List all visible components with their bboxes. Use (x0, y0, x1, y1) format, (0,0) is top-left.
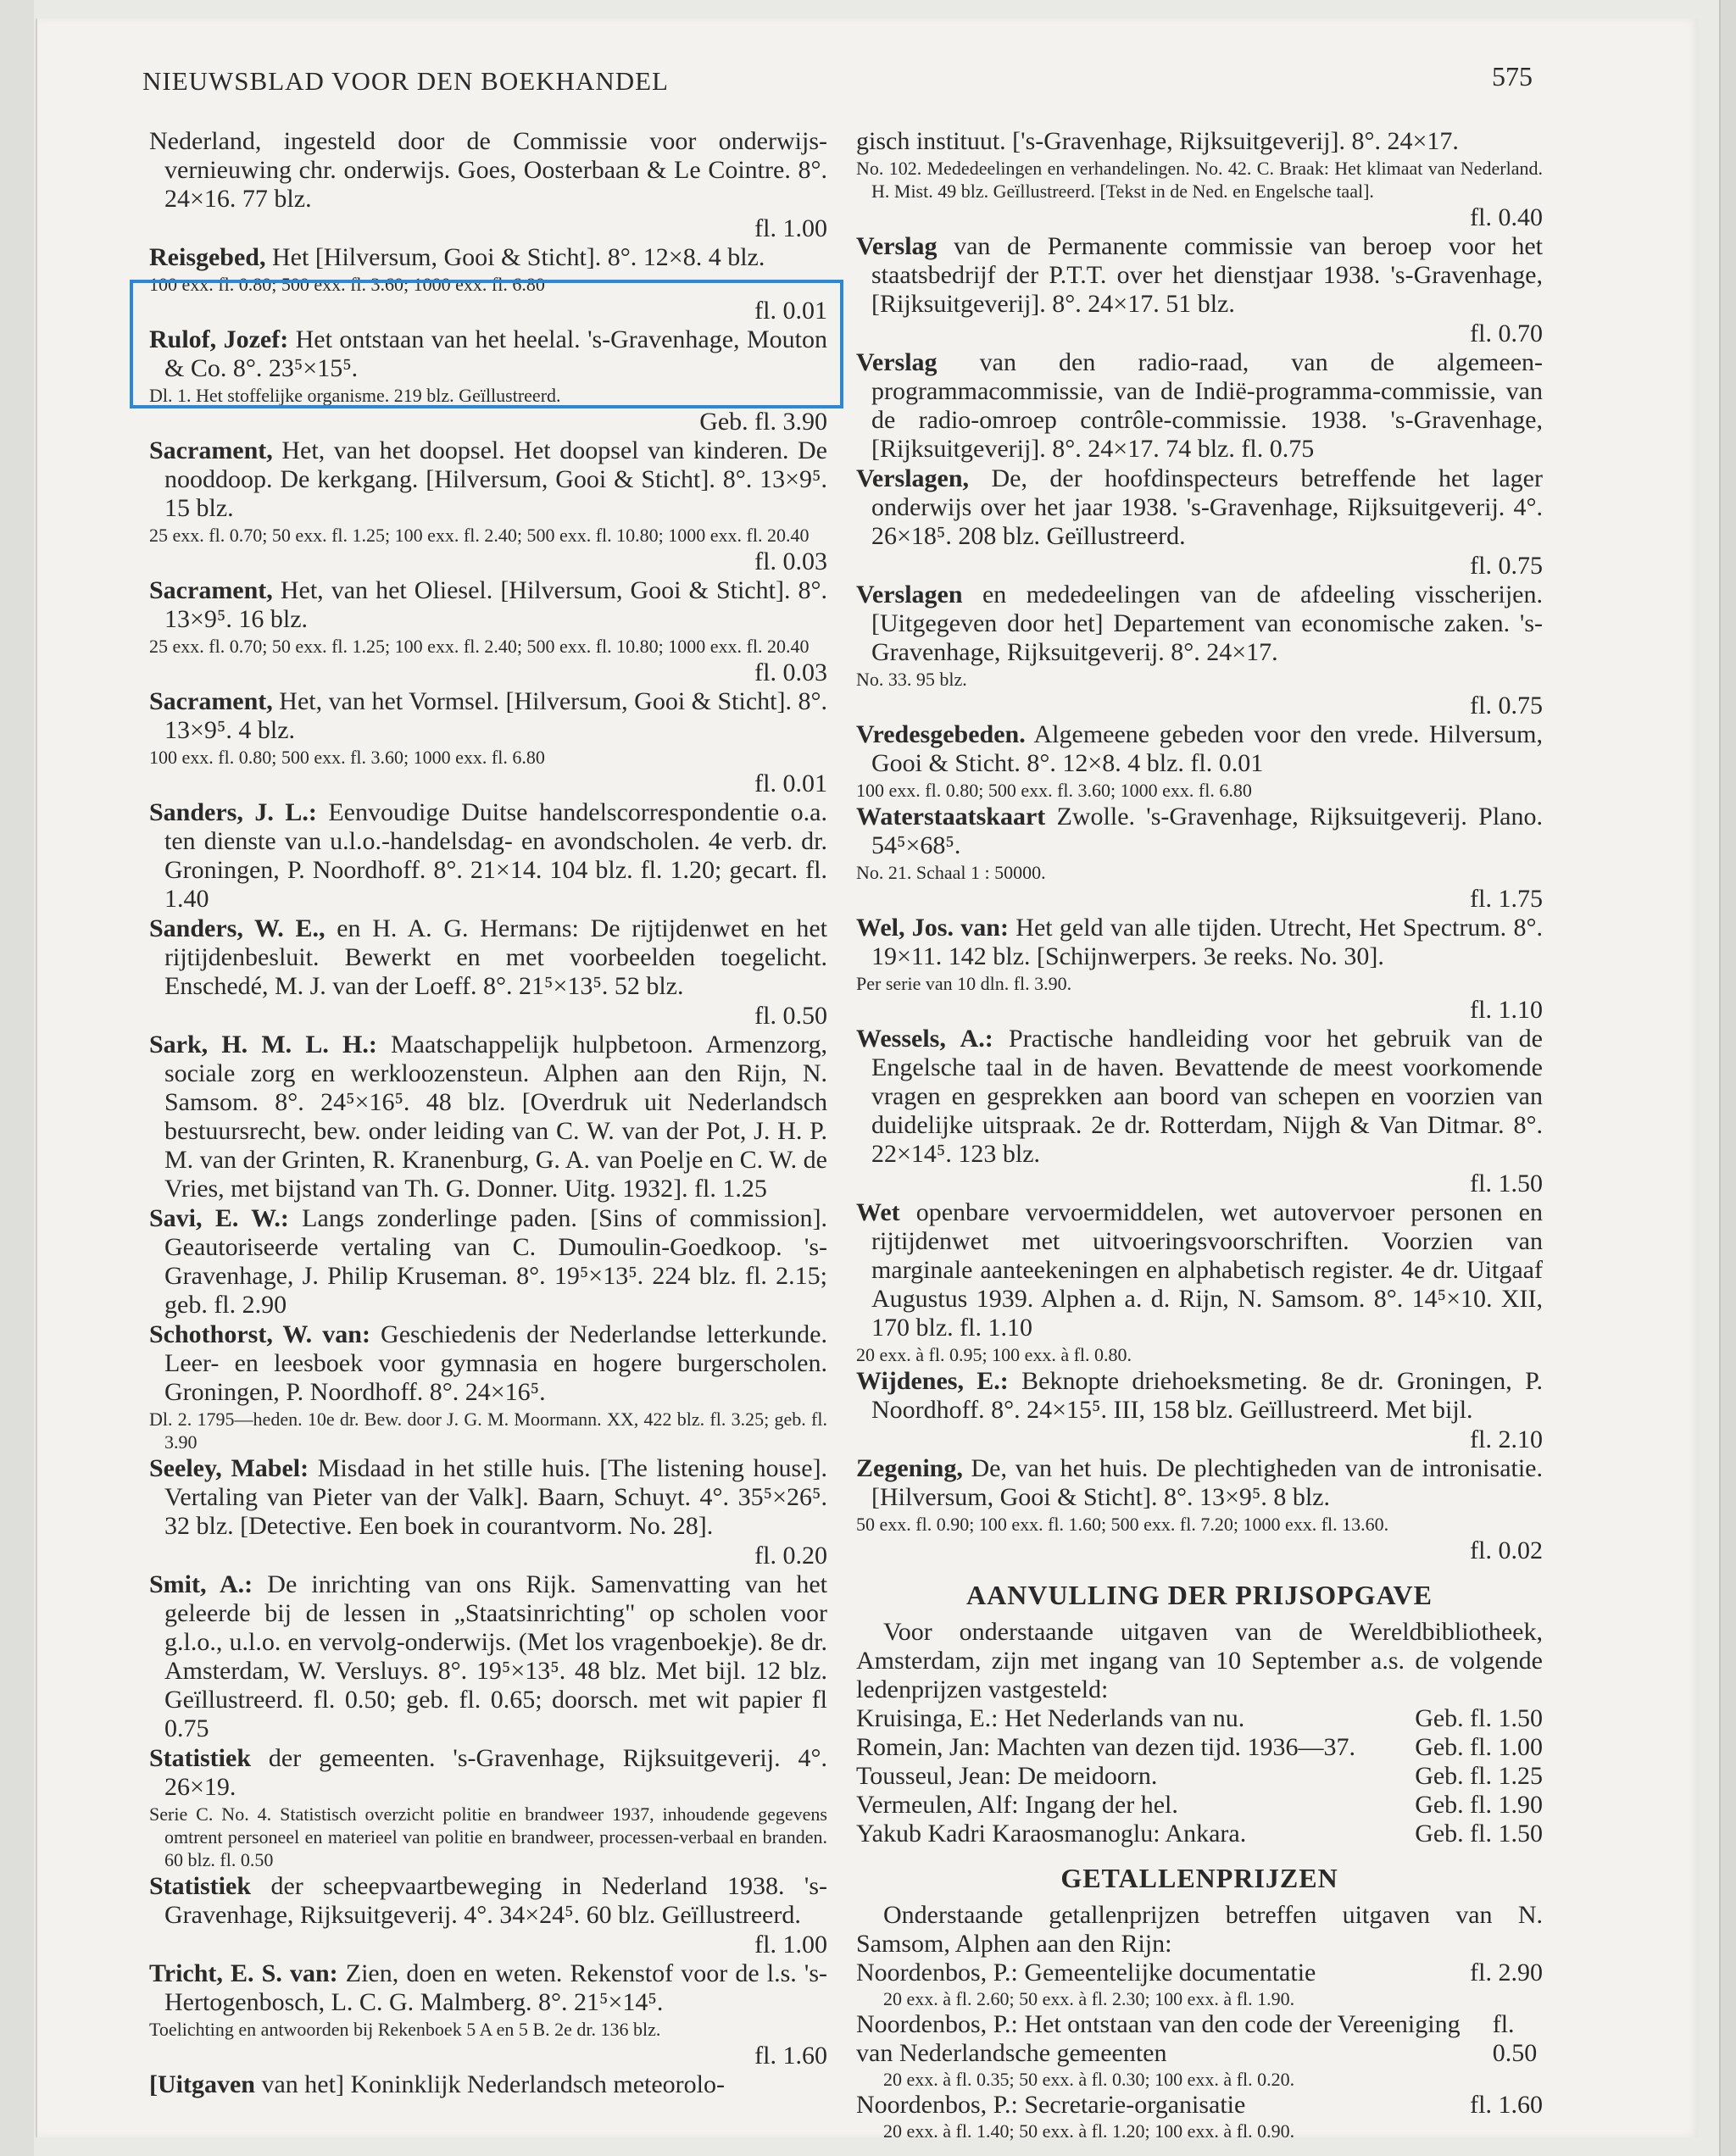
entry-heading: Reisgebed, (149, 243, 266, 271)
entry-text (149, 1454, 827, 1541)
selection-highlight-box (130, 280, 843, 408)
listing-entry (149, 1744, 827, 1871)
entry-price: fl. 0.20 (754, 1542, 827, 1570)
entry-body: Zien, doen en weten. Rekenstof voor de l.s. 's-Hertogenbosch, L. C. G. Malmberg. 8°. 21⁵×14⁵. (164, 1959, 827, 2016)
listing-entry (856, 720, 1543, 802)
entry-heading: Seeley, Mabel: (149, 1454, 309, 1482)
scan-right-edge (1719, 0, 1736, 2156)
entry-text (149, 576, 827, 634)
entry-body: van de Permanente commissie van beroep voor het staatsbedrijf der P.T.T. over het dienstjaar 1938. 's-Gravenhage, [Rijksuitgeverij]. 8°. 24×17. 51 blz. (871, 232, 1543, 318)
price-list-price: Geb. fl. 1.90 (1415, 1791, 1543, 1819)
entry-text (149, 914, 827, 1001)
price-list-row (856, 1959, 1543, 1987)
entry-body: De inrichting van ons Rijk. Samenvatting van het geleerde bij de lessen in „Staatsinrichting" op scholen voor g.l.o., u.l.o. en vervolg-onderwijs. (Met los vragenboekje). 8e dr. Amsterdam, W. Versluys. 8°. 19⁵×13⁵. 48 blz. Met bijl. 12 blz. Geïllustreerd. fl. 0.50; geb. fl. 0.65; doorsch. met wit papier fl 0.75 (164, 1570, 827, 1742)
entry-body: van het] Koninklijk Nederlandsch meteorolo- (254, 2070, 725, 2098)
left-column (149, 127, 827, 2100)
entry-price: fl. 0.01 (754, 770, 827, 797)
listing-entry (149, 1454, 827, 1570)
entry-text (149, 1031, 827, 1203)
entry-note: No. 21. Schaal 1 : 50000. (856, 862, 1046, 883)
entry-price: fl. 0.03 (754, 547, 827, 575)
entry-note: 100 exx. fl. 0.80; 500 exx. fl. 3.60; 1000 exx. fl. 6.80 (149, 274, 545, 295)
price-list-title: Noordenbos, P.: Gemeentelijke documentatie (856, 1959, 1316, 1987)
listing-entry (149, 127, 827, 243)
entry-body: Het, van het doopsel. Het doopsel van kinderen. De nooddoop. De kerkgang. [Hilversum, Gooi & Sticht]. 8°. 13×9⁵. 15 blz. (164, 436, 827, 522)
price-list-title: Yakub Kadri Karaosmanoglu: Ankara. (856, 1820, 1247, 1848)
entry-heading: Verslag (856, 348, 938, 376)
entry-heading: Sanders, W. E., (149, 914, 326, 942)
entry-heading: Rulof, Jozef: (149, 325, 289, 353)
entry-text (149, 2070, 827, 2099)
entry-price: fl. 1.00 (754, 1931, 827, 1959)
listing-entry (149, 1320, 827, 1453)
entry-text (856, 720, 1543, 778)
entry-price: fl. 2.10 (1470, 1425, 1543, 1453)
entry-price: fl. 0.03 (754, 658, 827, 686)
listing-entry (856, 803, 1543, 914)
price-list-title: Vermeulen, Alf: Ingang der hel. (856, 1791, 1178, 1819)
price-list-row (856, 1791, 1543, 1820)
entry-body: Het, van het Vormsel. [Hilversum, Gooi & Sticht]. 8°. 13×9⁵. 4 blz. (164, 687, 827, 744)
price-list-title: Romein, Jan: Machten van dezen tijd. 1936—37. (856, 1733, 1356, 1761)
entry-heading: Verslagen, (856, 464, 970, 492)
listing-entry (856, 127, 1543, 232)
entry-heading: Sacrament, (149, 436, 273, 464)
price-list-price: fl. 2.90 (1470, 1959, 1543, 1987)
entry-price: fl. 1.50 (1470, 1170, 1543, 1197)
entry-text (856, 1367, 1543, 1425)
listing-entry (149, 1959, 827, 2070)
entry-body: der gemeenten. 's-Gravenhage, Rijksuitgeverij. 4°. 26×19. (164, 1744, 827, 1801)
entry-heading: Zegening, (856, 1454, 963, 1482)
aanvulling-title: AANVULLING DER PRIJSOPGAVE (966, 1580, 1433, 1610)
entry-price: Geb. fl. 3.90 (699, 408, 827, 436)
entry-text (856, 1198, 1543, 1342)
entry-text (856, 348, 1543, 464)
entry-heading: Wel, Jos. van: (856, 914, 1009, 942)
entry-heading: Sark, H. M. L. H.: (149, 1031, 377, 1059)
listing-entry (856, 464, 1543, 581)
entry-note: 25 exx. fl. 0.70; 50 exx. fl. 1.25; 100 exx. fl. 2.40; 500 exx. fl. 10.80; 1000 exx. fl. 20.40 (149, 636, 810, 657)
entry-heading: Tricht, E. S. van: (149, 1959, 338, 1987)
price-list-note: 20 exx. à fl. 0.35; 50 exx. à fl. 0.30; 100 exx. à fl. 0.20. (883, 2069, 1295, 2090)
entry-price: fl. 0.70 (1470, 320, 1543, 347)
price-list-title: Tousseul, Jean: De meidoorn. (856, 1762, 1158, 1790)
entry-text (856, 1454, 1543, 1512)
entry-body: Beknopte driehoeksmeting. 8e dr. Groningen, P. Noordhoff. 8°. 24×15⁵. III, 158 blz. Geïllustreerd. Met bijl. (871, 1367, 1543, 1424)
entry-heading: Statistiek (149, 1872, 251, 1900)
entry-price: fl. 1.00 (754, 214, 827, 242)
running-head: NIEUWSBLAD VOOR DEN BOEKHANDEL (142, 66, 669, 96)
getallenprijzen-title: GETALLENPRIJZEN (1060, 1863, 1338, 1893)
price-list-row (856, 1820, 1543, 1848)
right-entries (856, 127, 1543, 1565)
getallenprijzen-list (856, 1959, 1543, 2142)
entry-body: Algemeene gebeden voor den vrede. Hilversum, Gooi & Sticht. 8°. 12×8. 4 blz. fl. 0.01 (871, 720, 1543, 777)
entry-body: Maatschappelijk hulpbetoon. Armenzorg, sociale zorg en werkloozensteun. Alphen aan den Rijn, N. Samsom. 8°. 24⁵×16⁵. 48 blz. [Overdruk uit Nederlandsch bestuursrecht, bew. onder leiding van C. W. van der Pot, J. H. P. M. van der Grinten, R. Kranenburg, G. A. van Poelje en C. W. de Vries, met bijstand van Th. G. Donner. Uitg. 1932]. fl. 1.25 (164, 1031, 828, 1203)
entry-heading: [Uitgaven (149, 2070, 255, 2098)
entry-text (856, 232, 1543, 319)
listing-entry (149, 1031, 827, 1203)
entry-heading: Waterstaatskaart (856, 803, 1046, 831)
listing-entry (149, 798, 827, 914)
entry-price: fl. 0.75 (1470, 552, 1543, 580)
price-list-row (856, 1733, 1543, 1762)
listing-entry (149, 576, 827, 687)
entry-text (149, 1320, 827, 1407)
entry-price: fl. 0.01 (754, 297, 827, 325)
price-list-price: Geb. fl. 1.25 (1415, 1762, 1543, 1790)
listing-entry (856, 348, 1543, 464)
entry-body: en mededeelingen van de afdeeling visscherijen. [Uitgegeven door het] Departement van economische zaken. 's-Gravenhage, Rijksuitgeverij. 8°. 24×17. (871, 581, 1543, 666)
entry-price: fl. 1.10 (1470, 996, 1543, 1024)
entry-heading: Savi, E. W.: (149, 1204, 289, 1232)
price-list-note: 20 exx. à fl. 2.60; 50 exx. à fl. 2.30; 100 exx. à fl. 1.90. (883, 1988, 1295, 2009)
price-list-row (856, 2091, 1543, 2120)
listing-entry (149, 2070, 827, 2099)
entry-heading: Schothorst, W. van: (149, 1320, 370, 1348)
aanvulling-intro: Voor onderstaande uitgaven van de Wereldbibliotheek, Amsterdam, zijn met ingang van 10 September a.s. de volgende ledenprijzen vastgesteld: (856, 1618, 1543, 1703)
listing-entry (149, 687, 827, 798)
entry-note: 25 exx. fl. 0.70; 50 exx. fl. 1.25; 100 exx. fl. 2.40; 500 exx. fl. 10.80; 1000 exx. fl. 20.40 (149, 525, 810, 546)
price-list-price: Geb. fl. 1.50 (1415, 1704, 1543, 1732)
entry-price: fl. 0.40 (1470, 203, 1543, 231)
price-list-title: Kruisinga, E.: Het Nederlands van nu. (856, 1704, 1245, 1732)
entry-note: Toelichting en antwoorden bij Rekenboek 5 A en 5 B. 2e dr. 136 blz. (149, 2019, 661, 2040)
entry-text (856, 464, 1543, 551)
getallenprijzen-intro: Onderstaande getallenprijzen betreffen uitgaven van N. Samsom, Alphen aan den Rijn: (856, 1901, 1543, 1958)
entry-note: 50 exx. fl. 0.90; 100 exx. fl. 1.60; 500 exx. fl. 7.20; 1000 exx. fl. 13.60. (856, 1514, 1389, 1535)
entry-text (856, 127, 1543, 156)
entry-text (149, 687, 827, 745)
price-list-title: Noordenbos, P.: Secretarie-organisatie (856, 2091, 1246, 2119)
entry-heading: Wessels, A.: (856, 1025, 993, 1053)
entry-body: Misdaad in het stille huis. [The listening house]. Vertaling van Pieter van der Valk]. Baarn, Schuyt. 4°. 35⁵×26⁵. 32 blz. [Detective. Een boek in courantvorm. No. 28]. (164, 1454, 827, 1540)
entry-note: No. 102. Mededeelingen en verhandelingen. No. 42. C. Braak: Het klimaat van Nederland. H. Mist. 49 blz. Geïllustreerd. [Tekst in de Ned. en Engelsche taal]. (856, 158, 1543, 202)
entry-body: De, van het huis. De plechtigheden van de intronisatie. [Hilversum, Gooi & Sticht]. 8°. 13×9⁵. 8 blz. (871, 1454, 1543, 1511)
entry-heading: Verslagen (856, 581, 963, 608)
entry-body: Geschiedenis der Nederlandse letterkunde. Leer- en leesboek voor gymnasia en hogere burgerscholen. Groningen, P. Noordhoff. 8°. 24×16⁵. (164, 1320, 827, 1406)
entry-body: gisch instituut. ['s-Gravenhage, Rijksuitgeverij]. 8°. 24×17. (856, 127, 1459, 155)
entry-note: 100 exx. fl. 0.80; 500 exx. fl. 3.60; 1000 exx. fl. 6.80 (149, 747, 545, 768)
listing-entry (149, 436, 827, 576)
entry-body: De, der hoofdinspecteurs betreffende het lager onderwijs over het jaar 1938. 's-Gravenhage, Rijksuitgeverij. 4°. 26×18⁵. 208 blz. Geïllustreerd. (871, 464, 1543, 550)
price-list-row (856, 1762, 1543, 1791)
entry-text (149, 127, 827, 214)
entry-heading: Statistiek (149, 1744, 251, 1772)
entry-heading: Sanders, J. L.: (149, 798, 317, 826)
page-number: 575 (1492, 61, 1533, 92)
entry-note: No. 33. 95 blz. (856, 669, 967, 690)
entry-text (856, 1025, 1543, 1169)
price-list-price: fl. 1.60 (1470, 2091, 1543, 2119)
entry-text (856, 803, 1543, 860)
entry-text (856, 581, 1543, 667)
price-list-title: Noordenbos, P.: Het ontstaan van den code der Vereeniging van Nederlandsche gemeenten (856, 2010, 1461, 2067)
listing-entry (856, 1025, 1543, 1198)
entry-heading: Verslag (856, 232, 938, 260)
entry-body: Nederland, ingesteld door de Commissie voor onderwijs-vernieuwing chr. onderwijs. Goes, Oosterbaan & Le Cointre. 8°. 24×16. 77 blz. (149, 127, 827, 213)
listing-entry (856, 1367, 1543, 1454)
entry-text (149, 1570, 827, 1743)
entry-body: en H. A. G. Hermans: De rijtijdenwet en het rijtijdenbesluit. Bewerkt en met voorbeelden toegelicht. Enschedé, M. J. van der Loeff. 8°. 21⁵×13⁵. 52 blz. (164, 914, 827, 1000)
entry-note: Per serie van 10 dln. fl. 3.90. (856, 973, 1072, 994)
entry-price: fl. 1.60 (754, 2042, 827, 2070)
entry-text (149, 436, 827, 523)
entry-note: Dl. 1. Het stoffelijke organisme. 219 blz. Geïllustreerd. (149, 385, 561, 406)
entry-note: Dl. 2. 1795—heden. 10e dr. Bew. door J. G. M. Moormann. XX, 422 blz. fl. 3.25; geb. fl. 3.90 (149, 1409, 827, 1453)
entry-body: Het, van het Oliesel. [Hilversum, Gooi & Sticht]. 8°. 13×9⁵. 16 blz. (164, 576, 827, 633)
entry-text (149, 1959, 827, 2017)
entry-body: Het ontstaan van het heelal. 's-Gravenhage, Mouton & Co. 8°. 23⁵×15⁵. (164, 325, 827, 382)
entry-heading: Sacrament, (149, 687, 273, 715)
entry-text (856, 914, 1543, 971)
entry-body: Zwolle. 's-Gravenhage, Rijksuitgeverij. Plano. 54⁵×68⁵. (871, 803, 1543, 859)
entry-body: Langs zonderlinge paden. [Sins of commission]. Geautoriseerde vertaling van C. Dumoulin-Goedkoop. 's-Gravenhage, J. Philip Kruseman. 8°. 19⁵×13⁵. 224 blz. fl. 2.15; geb. fl. 2.90 (164, 1204, 827, 1319)
listing-entry (149, 1570, 827, 1743)
entry-body: Practische handleiding voor het gebruik van de Engelsche taal in de haven. Bevattende de meest voorkomende vragen en gesprekken aan boord van schepen en voorzien van duidelijke uitspraak. 2e dr. Rotterdam, Nijgh & Van Ditmar. 8°. 22×14⁵. 123 blz. (871, 1025, 1543, 1168)
entry-body: Het geld van alle tijden. Utrecht, Het Spectrum. 8°. 19×11. 142 blz. [Schijnwerpers. 3e reeks. No. 30]. (871, 914, 1543, 970)
entry-heading: Wijdenes, E.: (856, 1367, 1009, 1395)
listing-entry (856, 232, 1543, 348)
entry-heading: Sacrament, (149, 576, 273, 604)
scan-left-margin (0, 0, 34, 2156)
price-list-price: fl. 0.50 (1492, 2010, 1538, 2067)
listing-entry (149, 1872, 827, 1959)
entry-note: Serie C. No. 4. Statistisch overzicht politie en brandweer 1937, inhoudende gegevens omtrent personeel en materieel van politie en brandweer, processen-verbaal en branden. 60 blz. fl. 0.50 (149, 1803, 827, 1870)
entry-text (149, 243, 827, 272)
aanvulling-list (856, 1704, 1543, 1848)
price-list-row (856, 2010, 1543, 2068)
entry-text (149, 798, 827, 914)
entry-body: openbare vervoermiddelen, wet autovervoer personen en rijtijdenwet met uitvoeringsvoorschriften. Voorzien van marginale aanteekeningen en alphabetisch register. 4e dr. Uitgaaf Augustus 1939. Alphen a. d. Rijn, N. Samsom. 8°. 14⁵×10. XII, 170 blz. fl. 1.10 (871, 1198, 1543, 1342)
entry-heading: Vredesgebeden. (856, 720, 1026, 748)
listing-entry (856, 914, 1543, 1025)
listing-entry (149, 1204, 827, 1320)
entry-note: 100 exx. fl. 0.80; 500 exx. fl. 3.60; 1000 exx. fl. 6.80 (856, 780, 1252, 801)
price-list-price: Geb. fl. 1.50 (1415, 1820, 1543, 1848)
price-list-row (856, 1704, 1543, 1733)
entry-price: fl. 0.02 (1470, 1536, 1543, 1564)
entry-body: der scheepvaartbeweging in Nederland 1938. 's-Gravenhage, Rijksuitgeverij. 4°. 34×24⁵. 60 blz. Geïllustreerd. (164, 1872, 827, 1929)
price-list-price: Geb. fl. 1.00 (1415, 1733, 1543, 1761)
entry-price: fl. 0.75 (1470, 692, 1543, 720)
listing-entry (856, 1198, 1543, 1366)
entry-text (149, 1204, 827, 1320)
entry-heading: Smit, A.: (149, 1570, 253, 1598)
listing-entry (149, 914, 827, 1031)
entry-text (149, 1744, 827, 1802)
entry-body: Eenvoudige Duitse handelscorrespondentie o.a. ten dienste van u.l.o.-handelsdag- en avondscholen. 4e verb. dr. Groningen, P. Noordhoff. 8°. 21×14. 104 blz. fl. 1.20; gecart. fl. 1.40 (164, 798, 827, 913)
listing-entry (856, 1454, 1543, 1565)
entry-price: fl. 0.50 (754, 1002, 827, 1030)
entry-note: 20 exx. à fl. 0.95; 100 exx. à fl. 0.80. (856, 1344, 1132, 1365)
entry-text (149, 1872, 827, 1930)
entry-body: van den radio-raad, van de algemeen-programmacommissie, van de Indië-programma-commissie, van de radio-omroep contrôle-commissie. 1938. 's-Gravenhage, [Rijksuitgeverij]. 8°. 24×17. 74 blz. fl. 0.75 (871, 348, 1543, 463)
entry-price: fl. 1.75 (1470, 885, 1543, 913)
listing-entry (856, 581, 1543, 720)
right-column (856, 127, 1543, 2142)
price-list-note: 20 exx. à fl. 1.40; 50 exx. à fl. 1.20; 100 exx. à fl. 0.90. (883, 2120, 1295, 2142)
entry-heading: Wet (856, 1198, 900, 1226)
entry-body: Het [Hilversum, Gooi & Sticht]. 8°. 12×8. 4 blz. (265, 243, 765, 271)
